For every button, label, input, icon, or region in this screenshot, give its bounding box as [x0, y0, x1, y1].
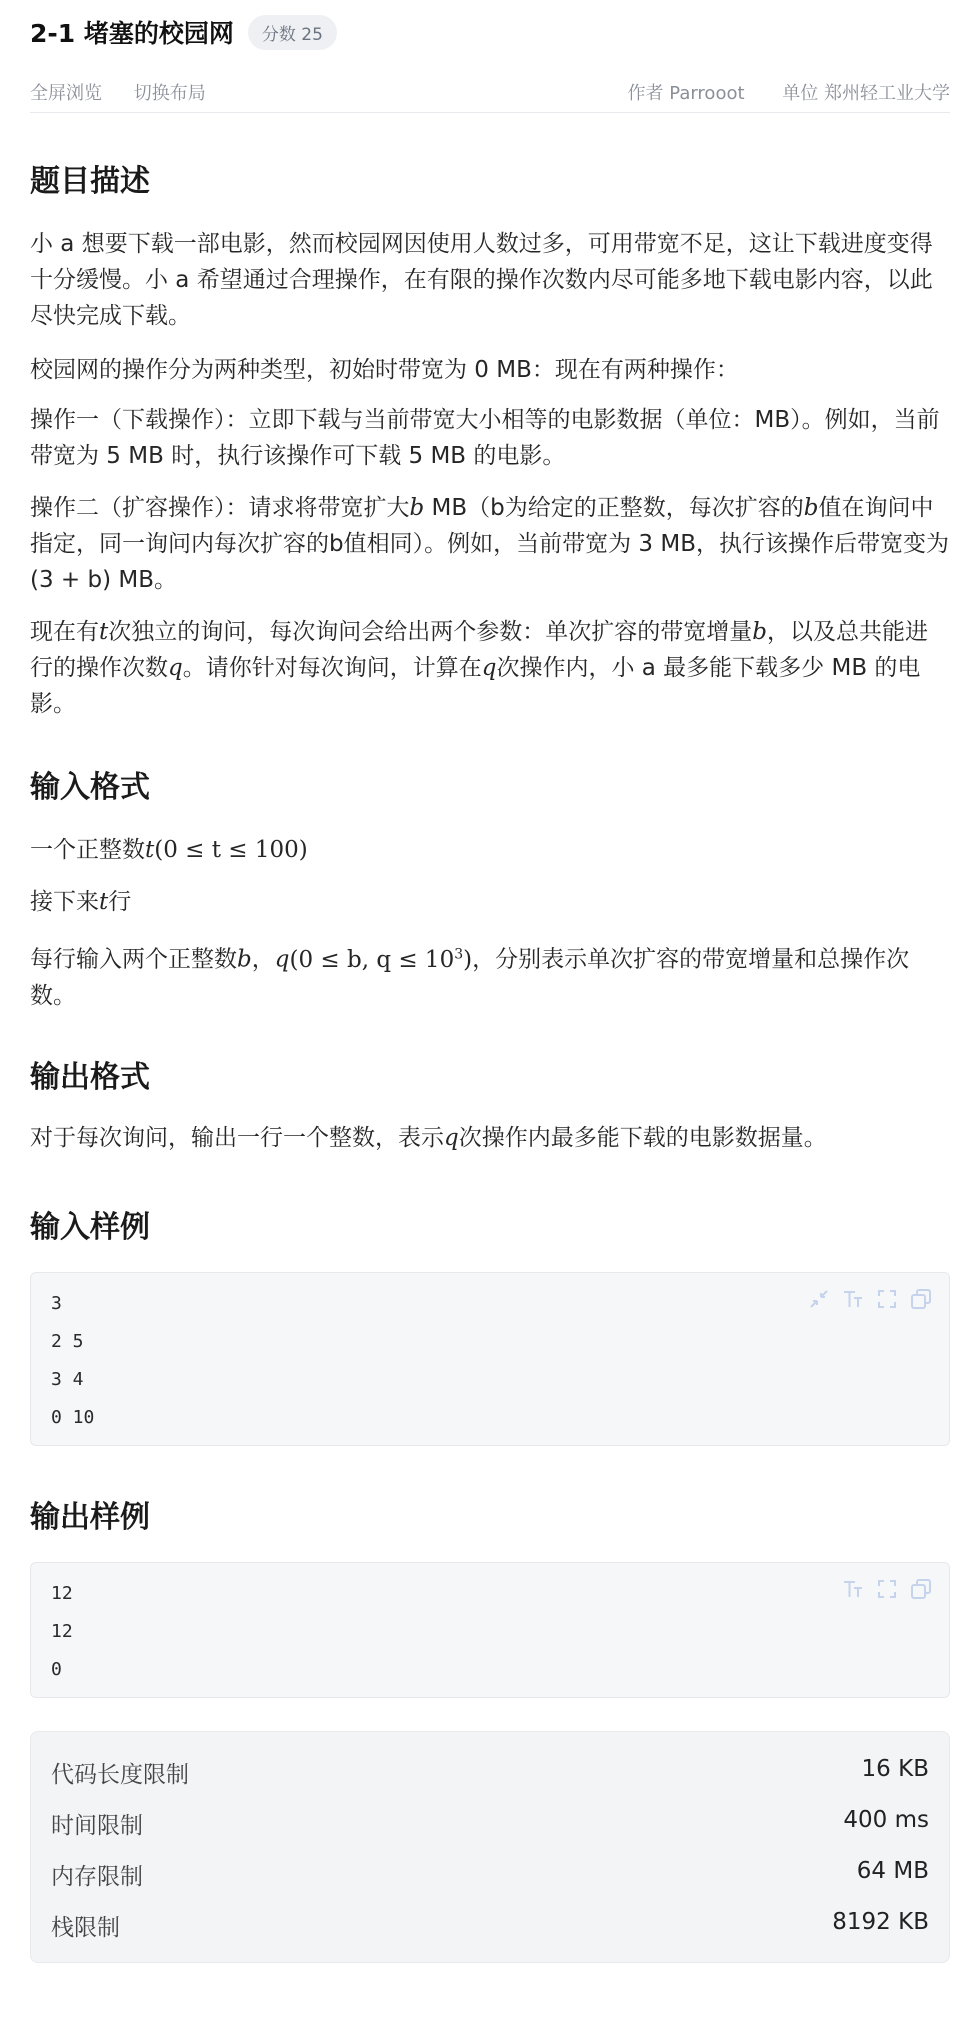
meta-row	[30, 72, 950, 113]
code-line: 0 10	[51, 1407, 95, 1428]
math-t: t	[99, 889, 109, 915]
input-format-line	[30, 884, 950, 920]
input-format-heading: 输入格式	[30, 770, 150, 805]
math-b: b	[237, 946, 252, 973]
text-segment: 操作二（扩容操作）：请求将带宽扩大	[30, 495, 410, 521]
limit-label: 代码长度限制	[51, 1762, 189, 1788]
text-segment: 对于每次询问，输出一行一个整数，表示	[30, 1125, 444, 1151]
limit-row-time	[51, 1807, 929, 1840]
limit-label: 内存限制	[51, 1864, 143, 1890]
math-q: q	[274, 946, 290, 973]
math-bq-range	[289, 947, 472, 973]
text-segment: MB（b为给定的正整数，每次扩容的	[424, 495, 804, 521]
switch-layout-link[interactable]: 切换布局	[133, 83, 206, 104]
code-line: 3 4	[51, 1369, 84, 1390]
description-paragraph: 操作一（下载操作）：立即下载与当前带宽大小相等的电影数据（单位：MB）。例如，当前带宽为 5 MB 时，执行该操作可下载 5 MB 的电影。	[30, 407, 940, 469]
input-format-line	[30, 832, 950, 868]
text-segment: 现在有	[30, 619, 99, 645]
limit-value: 64 MB	[856, 1858, 929, 1884]
text-segment: ，分别表示单次扩容的带宽增量和总操作次数。	[30, 946, 910, 1009]
math-t-range: (0 ≤ t ≤ 100)	[154, 837, 308, 863]
limits-panel	[30, 1731, 950, 1963]
font-size-icon[interactable]	[841, 1287, 865, 1311]
sample-input-heading: 输入样例	[30, 1210, 150, 1245]
code-line: 0	[51, 1659, 62, 1680]
limit-row-memory	[51, 1858, 929, 1891]
output-format-heading: 输出格式	[30, 1060, 150, 1095]
text-segment: 一个正整数	[30, 837, 145, 863]
math-b: b	[803, 495, 819, 521]
math-t: t	[145, 837, 155, 863]
copy-icon[interactable]	[909, 1287, 933, 1311]
text-segment: 次独立的询问，每次询问会给出两个参数：单次扩容的带宽增量	[108, 619, 753, 645]
view-actions	[30, 79, 232, 105]
math-range-text: )	[463, 946, 473, 973]
description-heading: 题目描述	[30, 164, 150, 199]
input-format-line	[30, 936, 950, 1014]
code-line: 2 5	[51, 1331, 84, 1352]
collapse-icon[interactable]	[807, 1287, 831, 1311]
limit-row-code-length	[51, 1756, 929, 1789]
text-segment: ，以及总共能进行的操作次数	[30, 619, 928, 681]
text-segment: 次操作内最多能下载的电影数据量。	[458, 1125, 827, 1151]
text-segment: ，	[251, 946, 275, 973]
score-badge: 分数 25	[248, 15, 337, 50]
fullscreen-view-link[interactable]: 全屏浏览	[30, 83, 102, 104]
problem-title: 2-1 堵塞的校园网	[30, 19, 234, 48]
description-paragraph: 校园网的操作分为两种类型，初始时带宽为 0 MB：现在有两种操作：	[30, 357, 739, 383]
problem-meta	[596, 79, 950, 105]
sample-output-block	[30, 1562, 950, 1698]
math-t: t	[99, 619, 109, 645]
limit-label: 时间限制	[51, 1813, 143, 1839]
description-paragraph: 小 a 想要下载一部电影，然而校园网因使用人数过多，可用带宽不足，这让下载进度变得十分缓慢。小 a 希望通过合理操作，在有限的操作次数内尽可能多地下载电影内容，以此尽快完成下载。	[30, 231, 933, 329]
limit-row-stack	[51, 1909, 929, 1942]
code-line: 12	[51, 1583, 73, 1604]
math-q: q	[444, 1125, 459, 1151]
code-toolbar	[841, 1577, 933, 1601]
math-exponent: 3	[454, 946, 464, 962]
fullscreen-icon[interactable]	[875, 1577, 899, 1601]
text-segment: 。请你针对每次询问，计算在	[182, 655, 482, 681]
copy-icon[interactable]	[909, 1577, 933, 1601]
description-paragraph	[30, 614, 950, 722]
math-q: q	[168, 655, 183, 681]
limit-value: 400 ms	[843, 1807, 929, 1833]
math-range-text: (0 ≤ b, q ≤ 10	[289, 946, 455, 973]
description-paragraph	[30, 490, 950, 598]
font-size-icon[interactable]	[841, 1577, 865, 1601]
author-info: 作者 Parrooot	[627, 83, 745, 104]
sample-output-heading: 输出样例	[30, 1500, 150, 1535]
math-b: b	[752, 619, 767, 645]
math-q: q	[481, 655, 497, 681]
limit-value: 8192 KB	[832, 1909, 929, 1935]
unit-info: 单位 郑州轻工业大学	[782, 83, 950, 104]
text-segment: 每行输入两个正整数	[30, 946, 237, 973]
code-line: 12	[51, 1621, 73, 1642]
fullscreen-icon[interactable]	[875, 1287, 899, 1311]
code-toolbar	[807, 1287, 933, 1311]
title-row	[30, 12, 337, 52]
limit-value: 16 KB	[861, 1756, 929, 1782]
text-segment: 次操作内，小 a 最多能下载多少 MB 的电影。	[30, 655, 921, 717]
text-segment: 行	[108, 889, 132, 915]
code-line: 3	[51, 1293, 62, 1314]
limit-label: 栈限制	[51, 1915, 120, 1941]
output-format-line	[30, 1120, 950, 1156]
math-b: b	[409, 495, 425, 521]
text-segment: 接下来	[30, 889, 99, 915]
text-segment: 值在询问中指定，同一询问内每次扩容的b值相同）。例如，当前带宽为 3 MB，执行该操作后带宽变为(3 + b) MB。	[30, 495, 949, 593]
sample-input-block	[30, 1272, 950, 1446]
